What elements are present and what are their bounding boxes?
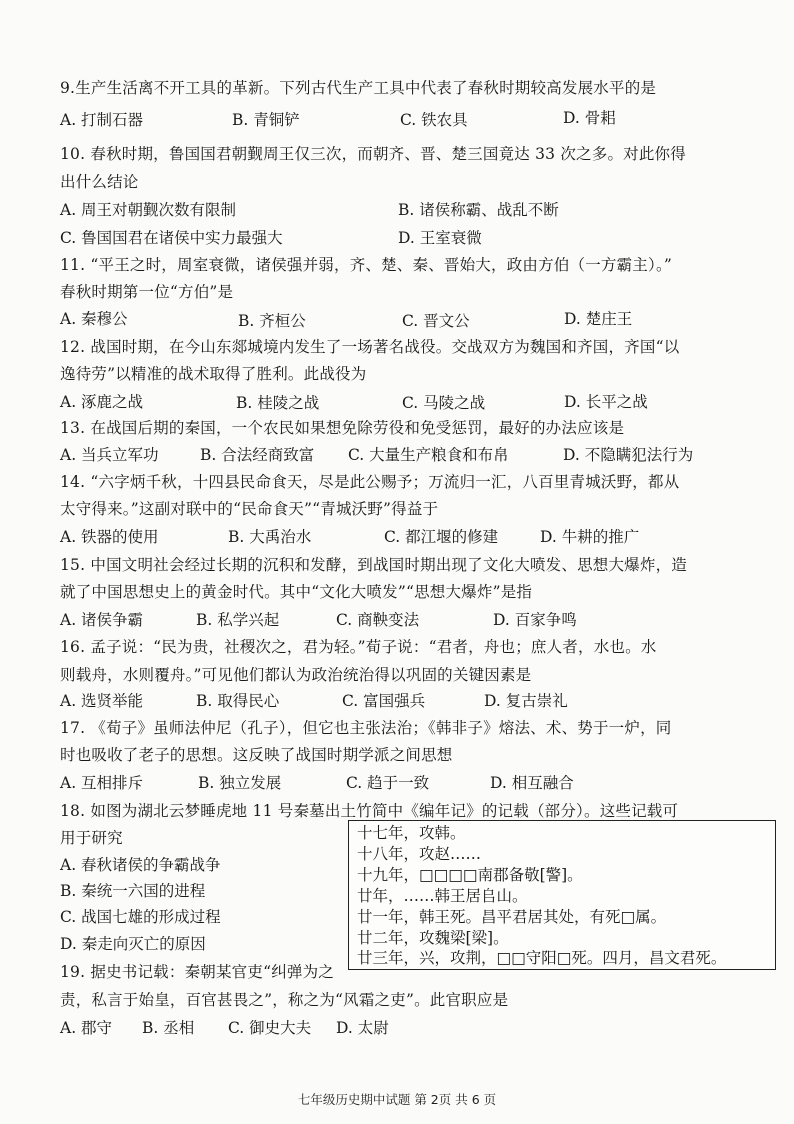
question-10-stem-line-1: 10. 春秋时期，鲁国国君朝觐周王仅三次，而朝齐、晋、楚三国竟达 33 次之多。对此你得 bbox=[60, 145, 686, 163]
record-line-4: 廿年，……韩王居𠂤山。 bbox=[357, 887, 528, 905]
question-17-stem-line-1: 17. 《荀子》虽师法仲尼（孔子），但它也主张法治；《韩非子》熔法、术、势于一炉，同 bbox=[60, 719, 672, 737]
question-12-option-c: C. 马陵之战 bbox=[402, 394, 486, 412]
record-line-6: 廿二年，攻魏梁[梁]。 bbox=[357, 929, 509, 947]
question-9-option-a: A. 打制石器 bbox=[60, 111, 144, 129]
question-11-stem-line-2: 春秋时期第一位“方伯”是 bbox=[60, 283, 234, 301]
question-10-option-d: D. 王室衰微 bbox=[398, 229, 482, 247]
question-9-option-c: C. 铁农具 bbox=[400, 111, 468, 129]
question-10-stem-line-2: 出什么结论 bbox=[60, 173, 139, 191]
question-13-option-c: C. 大量生产粮食和布帛 bbox=[348, 446, 509, 464]
question-16-option-d: D. 复古崇礼 bbox=[484, 692, 568, 710]
question-18-option-c: C. 战国七雄的形成过程 bbox=[60, 908, 221, 926]
question-9-option-b: B. 青铜铲 bbox=[232, 111, 300, 129]
question-18-stem-line-2: 用于研究 bbox=[60, 829, 123, 847]
question-10-option-c: C. 鲁国国君在诸侯中实力最强大 bbox=[60, 229, 283, 247]
question-18-stem-line-1: 18. 如图为湖北云梦睡虎地 11 号秦墓出土竹简中《编年记》的记载（部分）。这些记载可 bbox=[60, 802, 679, 820]
question-13-option-d: D. 不隐瞒犯法行为 bbox=[563, 446, 694, 464]
question-16-stem-line-2: 则载舟，水则覆舟。”可见他们都认为政治统治得以巩固的关键因素是 bbox=[60, 666, 532, 684]
question-15-option-c: C. 商鞅变法 bbox=[336, 611, 420, 629]
question-17-stem-line-2: 时也吸收了老子的思想。这反映了战国时期学派之间思想 bbox=[60, 746, 453, 764]
question-16-option-b: B. 取得民心 bbox=[196, 692, 280, 710]
question-15-stem-line-1: 15. 中国文明社会经过长期的沉积和发酵，到战国时期出现了文化大喷发、思想大爆炸，造 bbox=[60, 556, 687, 574]
question-10-option-b: B. 诸侯称霸、战乱不断 bbox=[398, 201, 559, 219]
record-line-5: 廿一年，韩王死。昌平君居其处，有死□属。 bbox=[357, 908, 667, 926]
question-18-option-a: A. 春秋诸侯的争霸战争 bbox=[60, 856, 221, 874]
question-15-stem-line-2: 就了中国思想史上的黄金时代。其中“文化大喷发”“思想大爆炸”是指 bbox=[60, 583, 533, 601]
question-19-option-b: B. 丞相 bbox=[142, 1019, 195, 1037]
question-19-stem-line-1: 19. 据史书记载：秦朝某官吏“纠弹为之 bbox=[60, 963, 335, 981]
question-15-option-d: D. 百家争鸣 bbox=[493, 611, 577, 629]
question-13-option-b: B. 合法经商致富 bbox=[200, 446, 315, 464]
record-line-2: 十八年，攻赵…… bbox=[357, 845, 482, 863]
record-line-7: 廿三年，兴，攻荆，□□守阳□死。四月，昌文君死。 bbox=[357, 949, 727, 967]
question-16-option-a: A. 选贤举能 bbox=[60, 692, 144, 710]
question-18-option-d: D. 秦走向灭亡的原因 bbox=[60, 935, 206, 953]
question-14-option-a: A. 铁器的使用 bbox=[60, 528, 159, 546]
question-11-option-b: B. 齐桓公 bbox=[238, 312, 306, 330]
question-12-option-b: B. 桂陵之战 bbox=[236, 394, 320, 412]
question-11-option-d: D. 楚庄王 bbox=[564, 310, 633, 328]
record-line-1: 十七年，攻韩。 bbox=[357, 824, 466, 842]
question-16-option-c: C. 富国强兵 bbox=[342, 692, 426, 710]
question-15-option-b: B. 私学兴起 bbox=[196, 611, 280, 629]
question-11-option-a: A. 秦穆公 bbox=[60, 310, 128, 328]
question-9-stem: 9.生产生活离不开工具的革新。下列古代生产工具中代表了春秋时期较高发展水平的是 bbox=[60, 79, 657, 97]
question-12-stem-line-1: 12. 战国时期，在今山东郯城境内发生了一场著名战役。交战双方为魏国和齐国，齐国“以 bbox=[60, 338, 680, 356]
question-10-option-a: A. 周王对朝觐次数有限制 bbox=[60, 201, 237, 219]
question-17-option-b: B. 独立发展 bbox=[198, 774, 282, 792]
question-19-option-d: D. 太尉 bbox=[336, 1019, 389, 1037]
question-19-stem-line-2: 责，私言于始皇，百官甚畏之”，称之为“风霜之吏”。此官职应是 bbox=[60, 991, 509, 1009]
bamboo-slip-record-box bbox=[348, 820, 776, 970]
question-18-option-b: B. 秦统一六国的进程 bbox=[60, 882, 206, 900]
question-19-option-c: C. 御史大夫 bbox=[228, 1019, 312, 1037]
question-13-option-a: A. 当兵立军功 bbox=[60, 446, 159, 464]
question-14-stem-line-1: 14. “六字炳千秋，十四县民命食天，尽是此公赐予；万流归一汇，八百里青城沃野，都从 bbox=[60, 473, 680, 491]
question-11-option-c: C. 晋文公 bbox=[402, 312, 470, 330]
question-16-stem-line-1: 16. 孟子说：“民为贵，社稷次之，君为轻。”荀子说：“君者，舟也；庶人者，水也。水 bbox=[60, 638, 657, 656]
question-11-stem-line-1: 11. “平王之时，周室衰微，诸侯强并弱，齐、楚、秦、晋始大，政由方伯（一方霸主）。” bbox=[60, 256, 673, 274]
question-17-option-a: A. 互相排斥 bbox=[60, 774, 144, 792]
question-12-option-d: D. 长平之战 bbox=[564, 393, 648, 411]
question-17-option-d: D. 相互融合 bbox=[490, 774, 574, 792]
question-14-option-d: D. 牛耕的推广 bbox=[540, 528, 640, 546]
question-12-option-a: A. 涿鹿之战 bbox=[60, 393, 144, 411]
question-14-option-b: B. 大禹治水 bbox=[228, 528, 312, 546]
question-19-option-a: A. 郡守 bbox=[60, 1019, 113, 1037]
record-line-3: 十九年，□□□□南郡备敬[警]。 bbox=[357, 866, 583, 884]
question-15-option-a: A. 诸侯争霸 bbox=[60, 611, 144, 629]
question-12-stem-line-2: 逸待劳”以精准的战术取得了胜利。此战役为 bbox=[60, 365, 367, 383]
question-14-option-c: C. 都江堰的修建 bbox=[384, 528, 499, 546]
question-9-option-d: D. 骨耜 bbox=[563, 109, 616, 127]
question-14-stem-line-2: 太守得来。”这副对联中的“民命食天”“青城沃野”得益于 bbox=[60, 500, 439, 518]
page-footer: 七年级历史期中试题 第 2页 共 6 页 bbox=[297, 1092, 497, 1107]
question-13-stem: 13. 在战国后期的秦国，一个农民如果想免除劳役和免受惩罚，最好的办法应该是 bbox=[60, 419, 625, 437]
question-17-option-c: C. 趋于一致 bbox=[346, 774, 430, 792]
